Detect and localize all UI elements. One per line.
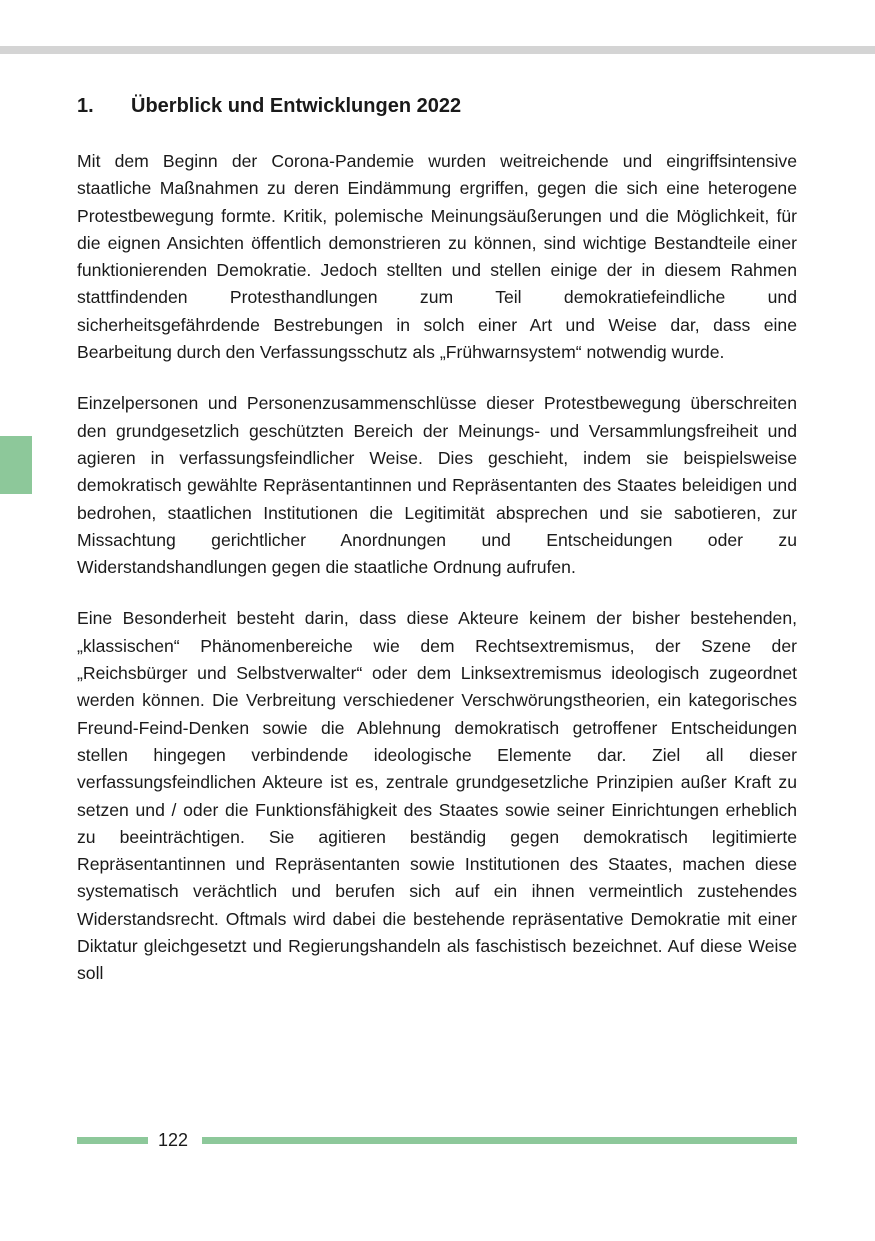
section-heading xyxy=(77,92,797,120)
body-paragraph: Einzelpersonen und Personenzusammenschlüsse dieser Protestbewegung überschreiten den grundgesetzlich geschützten Bereich der Meinungs- und Versammlungsfreiheit und agieren in verfassungsfeindlicher Weise. Dies geschieht, indem sie beispielsweise demokratisch gewählte Repräsentantinnen und Repräsentanten des Staates beleidigen und bedrohen, staatlichen Institutionen die Legitimität absprechen und sie sabotieren, zur Missachtung gerichtlicher Anordnungen und Entscheidungen oder zu Widerstandshandlungen gegen die staatliche Ordnung aufrufen. xyxy=(77,393,797,578)
body-paragraph: Eine Besonderheit besteht darin, dass diese Akteure keinem der bisher bestehenden, „klassischen“ Phänomenbereiche wie dem Rechtsextremismus, der Szene der „Reichsbürger und Selbstverwalter“ oder dem Linksextremismus ideologisch zugeordnet werden können. Die Verbreitung verschiedener Verschwörungstheorien, ein kategorisches Freund-Feind-Denken sowie die Ablehnung demokratisch getroffener Entscheidungen stellen hingegen verbindende ideologische Elemente dar. Ziel all dieser verfassungsfeindlichen Akteure ist es, zentrale grundgesetzliche Prinzipien außer Kraft zu setzen und / oder die Funktionsfähigkeit des Staates sowie seiner Einrichtungen erheblich zu beeinträchtigen. Sie agitieren beständig gegen demokratisch legitimierte Repräsentantinnen und Repräsentanten sowie Institutionen des Staates, machen diese systematisch verächtlich und berufen sich auf ein ihnen vermeintlich zustehendes Widerstandsrecht. Oftmals wird dabei die bestehende repräsentative Demokratie mit einer Diktatur gleichgesetzt und Regierungshandeln als faschistisch bezeichnet. Auf diese Weise soll xyxy=(77,608,797,984)
top-rule xyxy=(0,46,875,54)
body-paragraph: Mit dem Beginn der Corona-Pandemie wurden weitreichende und eingriffsintensive staatliche Maßnahmen zu deren Eindämmung ergriffen, gegen die sich eine heterogene Protestbewegung formte. Kritik, polemische Meinungsäußerungen und die Möglichkeit, für die eignen Ansichten öffentlich demonstrieren zu können, sind wichtige Bestandteile einer funktionierenden Demokratie. Jedoch stellten und stellen einige der in diesem Rahmen stattfindenden Protesthandlungen zum Teil demokratiefeindliche und sicherheitsgefährdende Bestrebungen in solch einer Art und Weise dar, dass eine Bearbeitung durch den Verfassungsschutz als „Frühwarnsystem“ notwendig wurde. xyxy=(77,151,797,363)
footer-rule-right xyxy=(202,1137,797,1144)
section-title: Überblick und Entwicklungen 2022 xyxy=(131,95,462,117)
section-number: 1. xyxy=(77,95,94,117)
page-number: 122 xyxy=(158,1130,189,1150)
footer-rule-left xyxy=(77,1137,148,1144)
chapter-side-tab xyxy=(0,436,32,494)
page-footer xyxy=(77,1128,797,1154)
page-content xyxy=(77,92,797,1012)
